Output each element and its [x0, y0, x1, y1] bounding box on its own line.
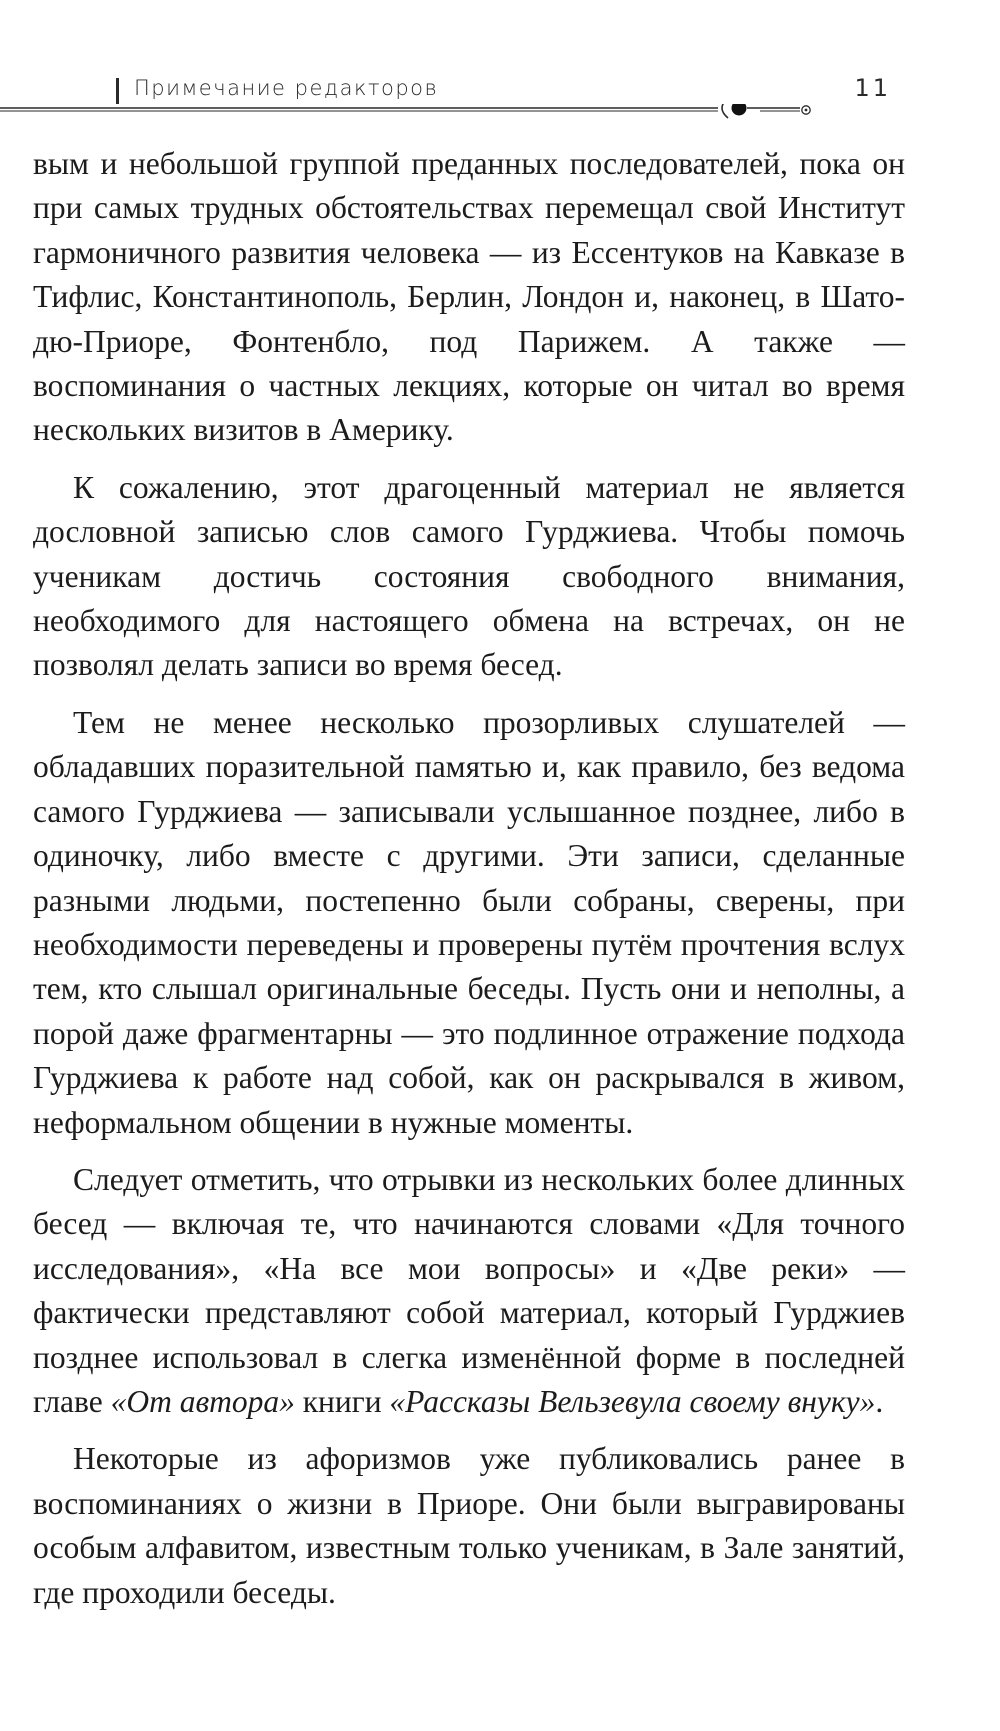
paragraph-5: Некоторые из афоризмов уже публиковались ранее в воспоминаниях о жизни в Приоре. Они были выгравированы особым алфавитом, известным только ученикам, в Зале занятий, где проходили беседы. [33, 1441, 905, 1610]
ornament-dot-icon [732, 104, 747, 116]
page-number: 11 [854, 74, 891, 102]
paragraph-1: вым и небольшой группой преданных последователей, пока он при самых трудных обстоятельствах перемещал свой Институт гармоничного развития человека — из Ессентуков на Кавказе в Тифлис, Константинополь, Берлин, Лондон и, наконец, в Шато-дю-Приоре, Фонтенбло, под Парижем. А также — воспоминания о частных лекциях, которые он читал во время нескольких визитов в Америку. [33, 146, 905, 448]
paragraph-4-text-middle: книги [294, 1383, 390, 1419]
paragraph-2: К сожалению, этот драгоценный материал не является дословной записью слов самого Гурджиева. Чтобы помочь ученикам достичь состояния свободного внимания, необходимого для настоящего обмена на встречах, он не позволял делать записи во время бесед. [33, 469, 905, 683]
paragraph-4-text-after: . [875, 1383, 884, 1419]
header-ornament-rule [0, 104, 940, 124]
paragraph-4 [33, 1158, 905, 1424]
paragraph-4-text-before: Следует отметить, что отрывки из нескольких более длинных бесед — включая те, что начинаются словами «Для точного исследования», «На все мои вопросы» и «Две реки» — фактически представляют собой материал, который Гурджиев позднее использовал в слегка изменённой форме в последней главе [33, 1161, 905, 1419]
paragraph-3: Тем не менее несколько прозорливых слушателей — обладавших поразительной памятью и, как правило, без ведома самого Гурджиева — записывали услышанное позднее, либо в одиночку, либо вместе с другими. Эти записи, сделанные разными людьми, постепенно были собраны, сверены, при необходимости переведены и проверены путём прочтения вслух тем, кто слышал оригинальные беседы. Пусть они и неполны, а порой даже фрагментарны — это подлинное отражение подхода Гурджиева к работе над собой, как он раскрывался в живом, неформальном общении в нужные моменты. [33, 704, 905, 1140]
chapter-title-italic: «От автора» [110, 1383, 295, 1419]
section-title: Примечание редакторов [134, 76, 439, 100]
body-text [33, 142, 905, 1628]
book-title-italic: «Рассказы Вельзевула своему внуку» [389, 1383, 876, 1419]
header-vertical-bar [116, 78, 119, 104]
